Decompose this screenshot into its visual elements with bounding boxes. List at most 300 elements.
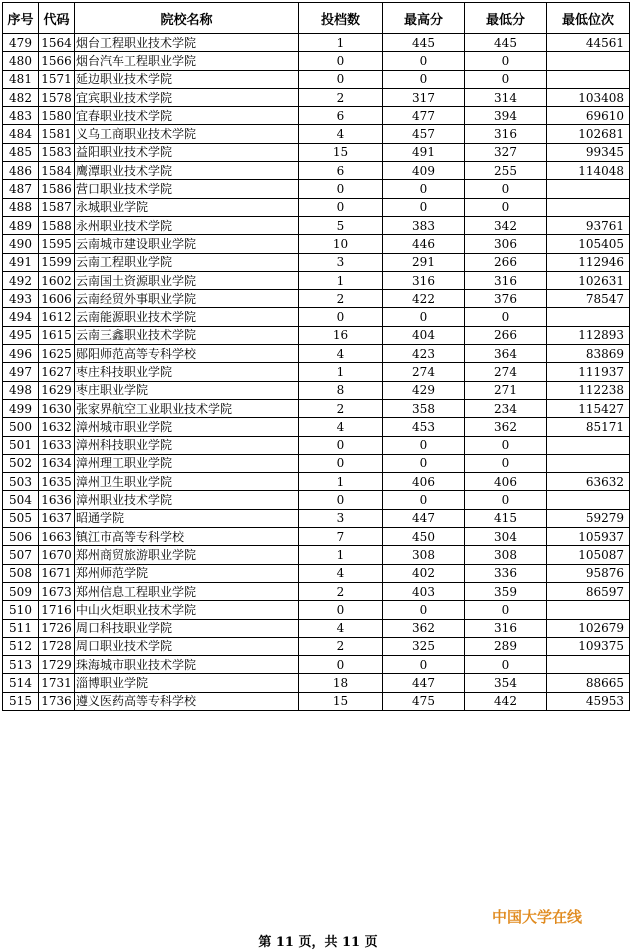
max-score-cell: 0 [383,198,465,216]
admit-count-cell: 10 [299,235,383,253]
seq-cell: 485 [3,143,39,161]
code-cell: 1586 [39,180,75,198]
seq-cell: 495 [3,326,39,344]
max-score-cell: 358 [383,399,465,417]
seq-cell: 494 [3,308,39,326]
school-name-cell: 镇江市高等专科学校 [75,528,299,546]
school-name-cell: 云南经贸外事职业学院 [75,290,299,308]
min-rank-cell: 45953 [547,692,630,710]
table-row [3,491,630,509]
code-cell: 1615 [39,326,75,344]
admit-count-cell: 0 [299,70,383,88]
min-score-cell: 394 [465,107,547,125]
seq-cell: 498 [3,381,39,399]
seq-cell: 486 [3,162,39,180]
table-row [3,345,630,363]
min-score-cell: 316 [465,271,547,289]
school-name-cell: 淄博职业学院 [75,674,299,692]
table-row [3,70,630,88]
min-rank-cell: 112946 [547,253,630,271]
table-row [3,363,630,381]
school-name-cell: 周口科技职业学院 [75,619,299,637]
admit-count-cell: 0 [299,656,383,674]
admit-count-cell: 1 [299,546,383,564]
code-cell: 1602 [39,271,75,289]
admit-count-cell: 0 [299,180,383,198]
max-score-cell: 406 [383,473,465,491]
seq-cell: 502 [3,454,39,472]
table-row [3,546,630,564]
school-name-cell: 延边职业技术学院 [75,70,299,88]
school-name-cell: 云南工程职业学院 [75,253,299,271]
seq-cell: 493 [3,290,39,308]
min-score-cell: 255 [465,162,547,180]
admit-count-cell: 18 [299,674,383,692]
header-school-name: 院校名称 [75,3,299,34]
max-score-cell: 362 [383,619,465,637]
min-score-cell: 0 [465,601,547,619]
table-row [3,674,630,692]
seq-cell: 506 [3,528,39,546]
min-score-cell: 0 [465,491,547,509]
admit-count-cell: 8 [299,381,383,399]
school-name-cell: 义乌工商职业技术学院 [75,125,299,143]
min-rank-cell: 111937 [547,363,630,381]
school-name-cell: 永城职业学院 [75,198,299,216]
table-row [3,582,630,600]
school-name-cell: 周口职业技术学院 [75,637,299,655]
min-rank-cell: 102679 [547,619,630,637]
code-cell: 1629 [39,381,75,399]
min-score-cell: 306 [465,235,547,253]
min-score-cell: 316 [465,125,547,143]
seq-cell: 513 [3,656,39,674]
admission-table [2,2,630,711]
max-score-cell: 445 [383,34,465,52]
school-name-cell: 云南城市建设职业学院 [75,235,299,253]
table-row [3,52,630,70]
max-score-cell: 409 [383,162,465,180]
code-cell: 1670 [39,546,75,564]
code-cell: 1637 [39,509,75,527]
min-rank-cell: 93761 [547,216,630,234]
school-name-cell: 珠海城市职业技术学院 [75,656,299,674]
code-cell: 1581 [39,125,75,143]
table-row [3,509,630,527]
min-score-cell: 376 [465,290,547,308]
seq-cell: 503 [3,473,39,491]
max-score-cell: 383 [383,216,465,234]
min-rank-cell: 105087 [547,546,630,564]
code-cell: 1584 [39,162,75,180]
code-cell: 1564 [39,34,75,52]
max-score-cell: 447 [383,674,465,692]
table-row [3,528,630,546]
min-score-cell: 359 [465,582,547,600]
min-score-cell: 0 [465,198,547,216]
min-rank-cell: 78547 [547,290,630,308]
seq-cell: 499 [3,399,39,417]
admit-count-cell: 0 [299,454,383,472]
min-score-cell: 354 [465,674,547,692]
table-row [3,418,630,436]
min-score-cell: 364 [465,345,547,363]
admit-count-cell: 1 [299,363,383,381]
seq-cell: 482 [3,88,39,106]
min-rank-cell: 86597 [547,582,630,600]
admit-count-cell: 1 [299,271,383,289]
school-name-cell: 漳州科技职业学院 [75,436,299,454]
table-row [3,290,630,308]
admit-count-cell: 0 [299,198,383,216]
min-rank-cell: 85171 [547,418,630,436]
table-row [3,34,630,52]
table-row [3,619,630,637]
admit-count-cell: 2 [299,290,383,308]
table-row [3,271,630,289]
header-code: 代码 [39,3,75,34]
seq-cell: 515 [3,692,39,710]
min-score-cell: 406 [465,473,547,491]
min-rank-cell: 103408 [547,88,630,106]
min-score-cell: 304 [465,528,547,546]
school-name-cell: 宜宾职业技术学院 [75,88,299,106]
code-cell: 1632 [39,418,75,436]
table-row [3,143,630,161]
school-name-cell: 郑州师范学院 [75,564,299,582]
table-row [3,180,630,198]
min-score-cell: 0 [465,436,547,454]
min-score-cell: 415 [465,509,547,527]
page-footer: 第 11 页，共 11 页 [258,935,378,950]
min-score-cell: 316 [465,619,547,637]
admit-count-cell: 3 [299,253,383,271]
school-name-cell: 永州职业技术学院 [75,216,299,234]
table-row [3,381,630,399]
school-name-cell: 张家界航空工业职业技术学院 [75,399,299,417]
admit-count-cell: 1 [299,34,383,52]
max-score-cell: 453 [383,418,465,436]
code-cell: 1673 [39,582,75,600]
max-score-cell: 0 [383,180,465,198]
school-name-cell: 漳州卫生职业学院 [75,473,299,491]
max-score-cell: 450 [383,528,465,546]
admit-count-cell: 16 [299,326,383,344]
admit-count-cell: 0 [299,52,383,70]
seq-cell: 496 [3,345,39,363]
seq-cell: 500 [3,418,39,436]
school-name-cell: 营口职业技术学院 [75,180,299,198]
code-cell: 1587 [39,198,75,216]
min-score-cell: 308 [465,546,547,564]
min-score-cell: 0 [465,454,547,472]
min-rank-cell [547,601,630,619]
admit-count-cell: 4 [299,125,383,143]
code-cell: 1571 [39,70,75,88]
header-max-score: 最高分 [383,3,465,34]
min-rank-cell: 115427 [547,399,630,417]
school-name-cell: 益阳职业技术学院 [75,143,299,161]
min-rank-cell [547,436,630,454]
min-score-cell: 0 [465,180,547,198]
seq-cell: 497 [3,363,39,381]
table-row [3,125,630,143]
seq-cell: 501 [3,436,39,454]
min-rank-cell [547,70,630,88]
max-score-cell: 403 [383,582,465,600]
seq-cell: 488 [3,198,39,216]
max-score-cell: 291 [383,253,465,271]
school-name-cell: 漳州城市职业学院 [75,418,299,436]
table-row [3,637,630,655]
max-score-cell: 0 [383,308,465,326]
max-score-cell: 491 [383,143,465,161]
school-name-cell: 昭通学院 [75,509,299,527]
min-rank-cell: 102681 [547,125,630,143]
min-score-cell: 234 [465,399,547,417]
min-score-cell: 0 [465,656,547,674]
max-score-cell: 308 [383,546,465,564]
admit-count-cell: 4 [299,564,383,582]
admit-count-cell: 0 [299,491,383,509]
min-score-cell: 314 [465,88,547,106]
admit-count-cell: 6 [299,107,383,125]
table-row [3,326,630,344]
admit-count-cell: 4 [299,345,383,363]
code-cell: 1566 [39,52,75,70]
school-name-cell: 遵义医药高等专科学校 [75,692,299,710]
min-score-cell: 271 [465,381,547,399]
min-rank-cell: 63632 [547,473,630,491]
seq-cell: 480 [3,52,39,70]
min-score-cell: 0 [465,70,547,88]
min-rank-cell: 114048 [547,162,630,180]
seq-cell: 509 [3,582,39,600]
admit-count-cell: 2 [299,637,383,655]
code-cell: 1578 [39,88,75,106]
table-row [3,88,630,106]
admit-count-cell: 2 [299,582,383,600]
max-score-cell: 0 [383,70,465,88]
min-score-cell: 0 [465,308,547,326]
min-score-cell: 0 [465,52,547,70]
header-admit-count: 投档数 [299,3,383,34]
max-score-cell: 477 [383,107,465,125]
school-name-cell: 郑州信息工程职业学院 [75,582,299,600]
min-score-cell: 442 [465,692,547,710]
table-row [3,454,630,472]
min-score-cell: 445 [465,34,547,52]
admit-count-cell: 4 [299,418,383,436]
school-name-cell: 鹰潭职业技术学院 [75,162,299,180]
min-rank-cell [547,198,630,216]
admit-count-cell: 2 [299,88,383,106]
code-cell: 1728 [39,637,75,655]
max-score-cell: 0 [383,601,465,619]
min-score-cell: 266 [465,326,547,344]
code-cell: 1606 [39,290,75,308]
code-cell: 1731 [39,674,75,692]
header-row [3,3,630,34]
max-score-cell: 447 [383,509,465,527]
min-rank-cell: 105405 [547,235,630,253]
watermark-logo: 中国大学在线 [492,908,583,926]
seq-cell: 504 [3,491,39,509]
seq-cell: 507 [3,546,39,564]
seq-cell: 512 [3,637,39,655]
admit-count-cell: 4 [299,619,383,637]
table-row [3,162,630,180]
seq-cell: 514 [3,674,39,692]
seq-cell: 484 [3,125,39,143]
header-seq: 序号 [3,3,39,34]
school-name-cell: 郧阳师范高等专科学校 [75,345,299,363]
code-cell: 1729 [39,656,75,674]
min-rank-cell: 109375 [547,637,630,655]
min-rank-cell: 99345 [547,143,630,161]
max-score-cell: 0 [383,454,465,472]
school-name-cell: 枣庄职业学院 [75,381,299,399]
admit-count-cell: 0 [299,601,383,619]
max-score-cell: 446 [383,235,465,253]
seq-cell: 479 [3,34,39,52]
table-row [3,198,630,216]
max-score-cell: 404 [383,326,465,344]
code-cell: 1630 [39,399,75,417]
code-cell: 1671 [39,564,75,582]
table-row [3,399,630,417]
code-cell: 1634 [39,454,75,472]
code-cell: 1580 [39,107,75,125]
max-score-cell: 0 [383,656,465,674]
min-rank-cell: 95876 [547,564,630,582]
min-score-cell: 274 [465,363,547,381]
header-min-rank: 最低位次 [547,3,630,34]
code-cell: 1583 [39,143,75,161]
school-name-cell: 中山火炬职业技术学院 [75,601,299,619]
table-row [3,473,630,491]
school-name-cell: 烟台工程职业技术学院 [75,34,299,52]
min-score-cell: 266 [465,253,547,271]
seq-cell: 510 [3,601,39,619]
code-cell: 1633 [39,436,75,454]
admit-count-cell: 3 [299,509,383,527]
admission-table-sheet [2,2,629,711]
min-score-cell: 362 [465,418,547,436]
max-score-cell: 317 [383,88,465,106]
code-cell: 1726 [39,619,75,637]
code-cell: 1663 [39,528,75,546]
min-score-cell: 327 [465,143,547,161]
seq-cell: 487 [3,180,39,198]
max-score-cell: 423 [383,345,465,363]
code-cell: 1595 [39,235,75,253]
admit-count-cell: 6 [299,162,383,180]
max-score-cell: 422 [383,290,465,308]
header-min-score: 最低分 [465,3,547,34]
seq-cell: 489 [3,216,39,234]
max-score-cell: 274 [383,363,465,381]
seq-cell: 490 [3,235,39,253]
min-rank-cell: 44561 [547,34,630,52]
code-cell: 1635 [39,473,75,491]
seq-cell: 511 [3,619,39,637]
min-rank-cell [547,52,630,70]
min-rank-cell: 69610 [547,107,630,125]
code-cell: 1625 [39,345,75,363]
seq-cell: 505 [3,509,39,527]
code-cell: 1716 [39,601,75,619]
school-name-cell: 枣庄科技职业学院 [75,363,299,381]
table-row [3,601,630,619]
school-name-cell: 漳州职业技术学院 [75,491,299,509]
code-cell: 1736 [39,692,75,710]
admit-count-cell: 15 [299,692,383,710]
code-cell: 1636 [39,491,75,509]
min-rank-cell: 112893 [547,326,630,344]
code-cell: 1588 [39,216,75,234]
admit-count-cell: 2 [299,399,383,417]
seq-cell: 481 [3,70,39,88]
min-score-cell: 342 [465,216,547,234]
seq-cell: 491 [3,253,39,271]
table-row [3,235,630,253]
min-rank-cell: 112238 [547,381,630,399]
school-name-cell: 郑州商贸旅游职业学院 [75,546,299,564]
min-rank-cell: 83869 [547,345,630,363]
table-row [3,308,630,326]
school-name-cell: 烟台汽车工程职业学院 [75,52,299,70]
table-row [3,107,630,125]
max-score-cell: 0 [383,52,465,70]
table-row [3,692,630,710]
min-rank-cell [547,491,630,509]
min-rank-cell: 88665 [547,674,630,692]
max-score-cell: 475 [383,692,465,710]
admit-count-cell: 0 [299,308,383,326]
seq-cell: 492 [3,271,39,289]
max-score-cell: 0 [383,436,465,454]
school-name-cell: 漳州理工职业学院 [75,454,299,472]
max-score-cell: 0 [383,491,465,509]
table-row [3,253,630,271]
admit-count-cell: 1 [299,473,383,491]
admit-count-cell: 5 [299,216,383,234]
seq-cell: 483 [3,107,39,125]
min-rank-cell [547,180,630,198]
table-row [3,436,630,454]
min-score-cell: 336 [465,564,547,582]
min-rank-cell: 59279 [547,509,630,527]
school-name-cell: 宜春职业技术学院 [75,107,299,125]
school-name-cell: 云南国土资源职业学院 [75,271,299,289]
code-cell: 1599 [39,253,75,271]
max-score-cell: 402 [383,564,465,582]
admit-count-cell: 15 [299,143,383,161]
min-rank-cell [547,308,630,326]
min-score-cell: 289 [465,637,547,655]
max-score-cell: 429 [383,381,465,399]
school-name-cell: 云南能源职业技术学院 [75,308,299,326]
code-cell: 1612 [39,308,75,326]
min-rank-cell [547,454,630,472]
table-row [3,656,630,674]
max-score-cell: 457 [383,125,465,143]
school-name-cell: 云南三鑫职业技术学院 [75,326,299,344]
table-row [3,564,630,582]
table-row [3,216,630,234]
admit-count-cell: 7 [299,528,383,546]
